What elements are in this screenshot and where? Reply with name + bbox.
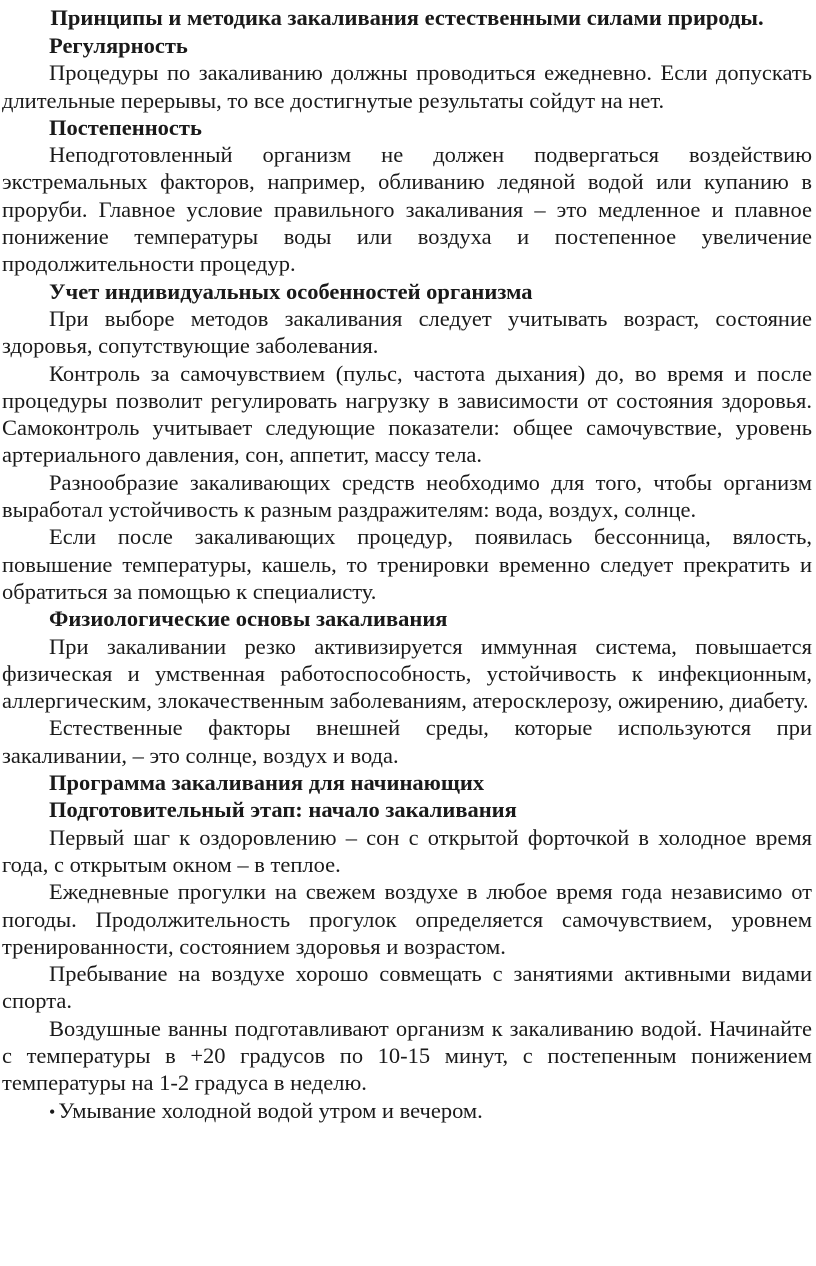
section-heading: Регулярность [49, 33, 188, 58]
paragraph: При выборе методов закаливания следует учитывать возраст, состояние здоровья, сопутствующие заболевания. [2, 305, 812, 359]
document-body [2, 32, 812, 1126]
paragraph: Первый шаг к оздоровлению – сон с открытой форточкой в холодное время года, с открытым окном – в теплое. [2, 824, 812, 877]
document-title: Принципы и методика закаливания естественными силами природы. [50, 5, 764, 30]
section-heading: Подготовительный этап: начало закаливания [49, 797, 517, 823]
section-heading: Физиологические основы закаливания [49, 606, 448, 632]
paragraph: Неподготовленный организм не должен подвергаться воздействию экстремальных факторов, например, обливанию ледяной водой или купанию в проруби. Главное условие правильного закаливания – это медленное и плавное понижение температуры воды или воздуха и постепенное увеличение продолжительности процедур. [2, 142, 812, 277]
section-heading: Учет индивидуальных особенностей организма [49, 278, 533, 304]
paragraph: Естественные факторы внешней среды, которые используются при закаливании, – это солнце, воздух и вода. [2, 715, 812, 768]
paragraph: Ежедневные прогулки на свежем воздухе в любое время года независимо от погоды. Продолжительность прогулок определяется самочувствием, уровнем тренированности, состоянием здоровья и возрастом. [2, 879, 812, 959]
paragraph: Пребывание на воздухе хорошо совмещать с занятиями активными видами спорта. [2, 961, 812, 1014]
section-heading: Постепенность [49, 114, 202, 140]
paragraph: Разнообразие закаливающих средств необходимо для того, чтобы организм выработал устойчивость к разным раздражителям: вода, воздух, солнце. [2, 469, 812, 523]
paragraph: Воздушные ванны подготавливают организм к закаливанию водой. Начинайте с температуры в +20 градусов по 10-15 минут, с постепенным понижением температуры на 1-2 градуса в неделю. [2, 1015, 812, 1096]
bullet-text: Умывание холодной водой утром и вечером. [58, 1097, 483, 1123]
paragraph: Процедуры по закаливанию должны проводиться ежедневно. Если допускать длительные перерывы, то все достигнутые результаты сойдут на нет. [2, 60, 812, 113]
paragraph: Если после закаливающих процедур, появилась бессонница, вялость, повышение температуры, кашель, то тренировки временно следует прекратить и обратиться за помощью к специалисту. [2, 524, 812, 604]
paragraph: Контроль за самочувствием (пульс, частота дыхания) до, во время и после процедуры позволит регулировать нагрузку в зависимости от состояния здоровья. Самоконтроль учитывает следующие показатели: общее самочувствие, уровень артериального давления, сон, аппетит, массу тела. [2, 360, 812, 468]
section-heading: Программа закаливания для начинающих [49, 770, 485, 796]
paragraph: При закаливании резко активизируется иммунная система, повышается физическая и умственная работоспособность, устойчивость к инфекционным, аллергическим, злокачественным заболеваниям, атеросклерозу, ожирению, диабету. [2, 633, 812, 714]
bullet-marker: • [49, 1101, 56, 1122]
bullet-item [2, 1097, 812, 1126]
